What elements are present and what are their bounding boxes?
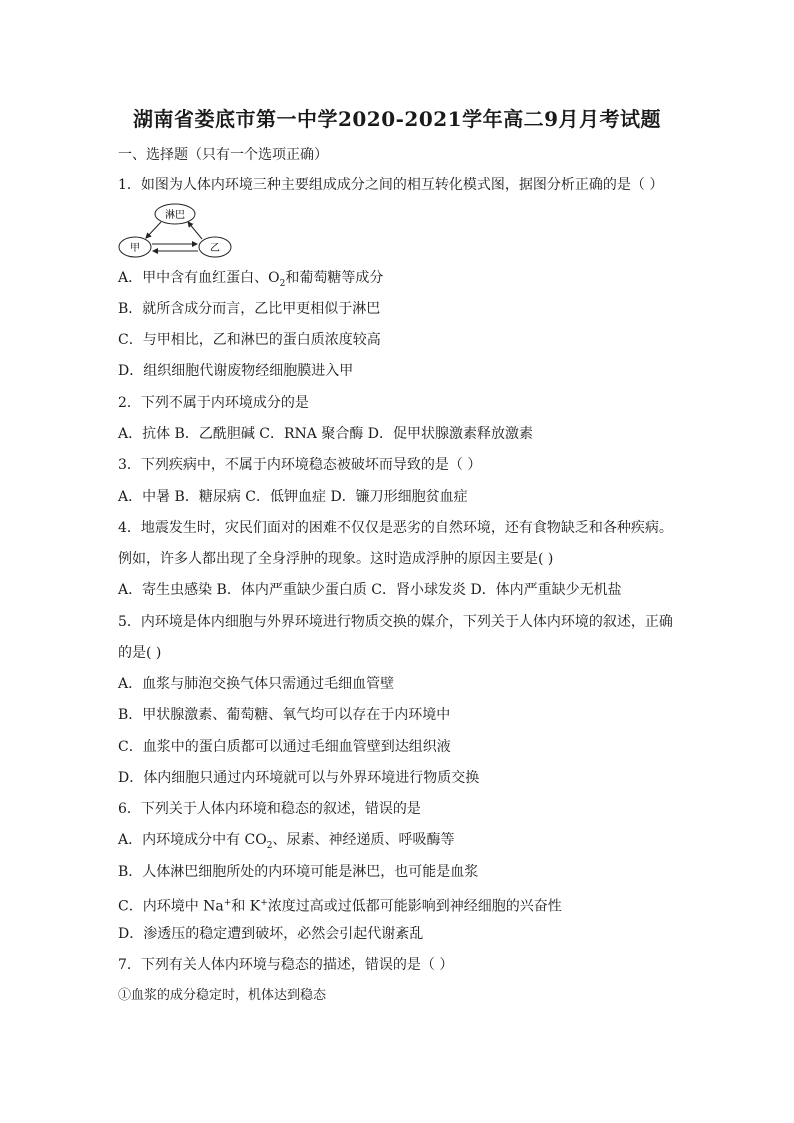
q3-options: A．中暑 B．糖尿病 C．低钾血症 D．镰刀形细胞贫血症 bbox=[118, 489, 468, 505]
q1-option-c: C．与甲相比，乙和淋巴的蛋白质浓度较高 bbox=[118, 332, 381, 348]
q1-option-d: D．组织细胞代谢废物经细胞膜进入甲 bbox=[118, 363, 354, 379]
node-yi-label: 乙 bbox=[210, 243, 220, 254]
q6-option-b: B．人体淋巴细胞所处的内环境可能是淋巴，也可能是血浆 bbox=[118, 864, 479, 880]
q7-stem: 7．下列有关人体内环境与稳态的描述，错误的是（ ） bbox=[118, 957, 454, 973]
q7-item-1: ①血浆的成分稳定时，机体达到稳态 bbox=[118, 988, 327, 1003]
q1-option-a: A．甲中含有血红蛋白、$O_2$和葡萄糖等成分 bbox=[118, 270, 384, 289]
section-heading: 一、选择题（只有一个选项正确） bbox=[118, 147, 328, 163]
q1-diagram bbox=[118, 202, 238, 264]
node-jia-label: 甲 bbox=[130, 243, 140, 254]
q4-options: A．寄生虫感染 B．体内严重缺少蛋白质 C．肾小球发炎 D．体内严重缺少无机盐 bbox=[118, 582, 622, 598]
q5-stem-line2: 的是( ) bbox=[118, 645, 162, 661]
q1-stem: 1．如图为人体内环境三种主要组成成分之间的相互转化模式图，据图分析正确的是（ ） bbox=[118, 177, 664, 193]
q2-stem: 2．下列不属于内环境成分的是 bbox=[118, 395, 309, 411]
q5-option-b: B．甲状腺激素、葡萄糖、氧气均可以存在于内环境中 bbox=[118, 707, 451, 723]
page-title: 湖南省娄底市第一中学2020-2021学年高二9月月考试题 bbox=[132, 107, 662, 131]
q5-stem-line1: 5．内环境是体内细胞与外界环境进行物质交换的媒介，下列关于人体内环境的叙述，正确 bbox=[118, 614, 673, 630]
q6-option-a: A．内环境成分中有 $CO_2$、尿素、神经递质、呼吸酶等 bbox=[118, 832, 455, 851]
q5-option-d: D．体内细胞只通过内环境就可以与外界环境进行物质交换 bbox=[118, 770, 480, 786]
q1-option-b: B．就所含成分而言，乙比甲更相似于淋巴 bbox=[118, 301, 381, 317]
q4-stem-line1: 4．地震发生时，灾民们面对的困难不仅仅是恶劣的自然环境，还有食物缺乏和各种疾病。 bbox=[118, 520, 673, 536]
q6-option-c: C．内环境中 Na+和 K+浓度过高或过低都可能影响到神经细胞的兴奋性 bbox=[118, 898, 562, 915]
q5-option-a: A．血浆与肺泡交换气体只需通过毛细血管壁 bbox=[118, 676, 395, 692]
q5-option-c: C．血浆中的蛋白质都可以通过毛细血管壁到达组织液 bbox=[118, 739, 451, 755]
q6-stem: 6．下列关于人体内环境和稳态的叙述，错误的是 bbox=[118, 801, 421, 817]
arrow-lymph-to-jia bbox=[146, 222, 161, 238]
arrow-yi-to-lymph bbox=[188, 222, 202, 239]
q2-options: A．抗体 B．乙酰胆碱 C．RNA 聚合酶 D．促甲状腺激素释放激素 bbox=[118, 426, 534, 442]
q6-option-d: D．渗透压的稳定遭到破坏，必然会引起代谢紊乱 bbox=[118, 926, 424, 942]
q3-stem: 3．下列疾病中，不属于内环境稳态被破坏而导致的是（ ） bbox=[118, 457, 482, 473]
node-lymph-label: 淋巴 bbox=[165, 210, 185, 221]
q4-stem-line2: 例如，许多人都出现了全身浮肿的现象。这时造成浮肿的原因主要是( ) bbox=[118, 551, 554, 567]
